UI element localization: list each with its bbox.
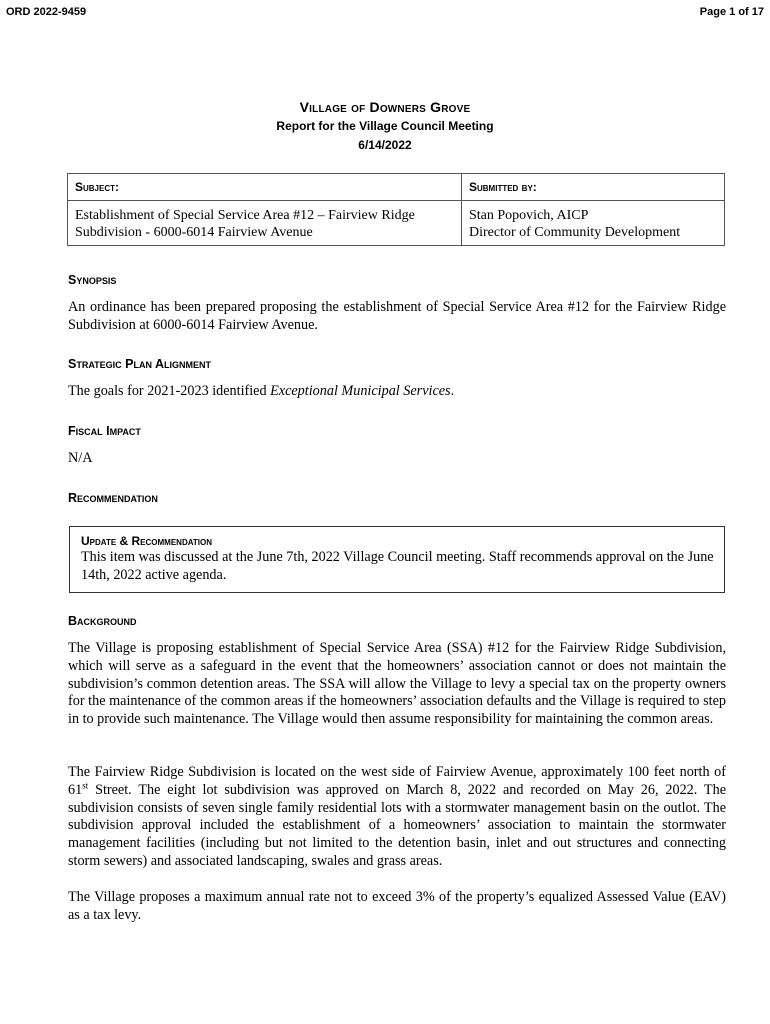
page-indicator: Page 1 of 17 — [699, 6, 764, 18]
bg-p2-superscript: st — [82, 780, 89, 791]
update-recommendation-box — [69, 526, 725, 593]
meeting-date: 6/14/2022 — [358, 138, 412, 152]
bg-p2-part-b: Street. The eight lot subdivision was approved on March 8, 2022 and recorded on May 26, 2022. The subdivision consists of seven single family residential lots with a stormwater management basin on the outlot. The subdivision approval included the establishment of a homeowners’ association to maintain the stormwater management facilities (including but not limited to the detention basin, inlet and out structures and connecting storm sewers) and associated landscaping, swales and grass areas. — [68, 781, 726, 869]
background-paragraph-2 — [68, 764, 726, 871]
bg-p2-part-a: The Fairview Ridge Subdivision is located on the west side of Fairview Avenue, approximately 100 feet north of 61 — [68, 764, 726, 798]
submitted-by-label: Submitted by: — [462, 174, 725, 201]
fiscal-impact-text: N/A — [68, 450, 93, 466]
synopsis-text: An ordinance has been prepared proposing the establishment of Special Service Area #12 for the Fairview Ridge Subdivision at 6000-6014 Fairview Avenue. — [68, 299, 726, 333]
document-subtitle: Report for the Village Council Meeting — [276, 119, 494, 133]
background-heading: Background — [68, 614, 137, 628]
submitter-name: Stan Popovich, AICP — [469, 208, 589, 223]
subject-table — [67, 173, 725, 246]
strategic-text-suffix: . — [450, 383, 455, 399]
update-recommendation-text: This item was discussed at the June 7th, 2022 Village Council meeting. Staff recommends approval on the June 14th, 2022 active agenda. — [81, 549, 714, 583]
background-paragraph-1: The Village is proposing establishment of Special Service Area (SSA) #12 for the Fairview Ridge Subdivision, which will serve as a safeguard in the event that the homeowners’ association cannot or does not maintain the subdivision’s common detention areas. The SSA will allow the Village to levy a special tax on the property owners for the maintenance of the common areas if the homeowners’ association defaults and the Village is required to step in to provide such maintenance. The Village would then assume responsibility for maintaining the common areas. — [68, 640, 726, 728]
strategic-plan-heading: Strategic Plan Alignment — [68, 357, 212, 371]
strategic-plan-text — [68, 383, 726, 401]
strategic-text-prefix: The goals for 2021-2023 identified — [68, 383, 271, 399]
subject-label: Subject: — [68, 174, 462, 201]
fiscal-impact-heading: Fiscal Impact — [68, 424, 141, 438]
strategic-text-italic: Exceptional Municipal Services — [270, 383, 451, 399]
background-paragraph-3: The Village proposes a maximum annual rate not to exceed 3% of the property’s equalized Assessed Value (EAV) as a tax levy. — [68, 889, 726, 923]
recommendation-heading: Recommendation — [68, 491, 158, 505]
submitter-title: Director of Community Development — [469, 225, 681, 240]
synopsis-heading: Synopsis — [68, 273, 117, 287]
update-recommendation-title: Update & Recommendation — [81, 534, 213, 548]
submitter-cell — [462, 201, 725, 246]
subject-text: Establishment of Special Service Area #12 – Fairview Ridge Subdivision - 6000-6014 Fairview Avenue — [68, 201, 462, 246]
ordinance-number: ORD 2022-9459 — [6, 6, 87, 18]
document-title: Village of Downers Grove — [299, 99, 471, 115]
